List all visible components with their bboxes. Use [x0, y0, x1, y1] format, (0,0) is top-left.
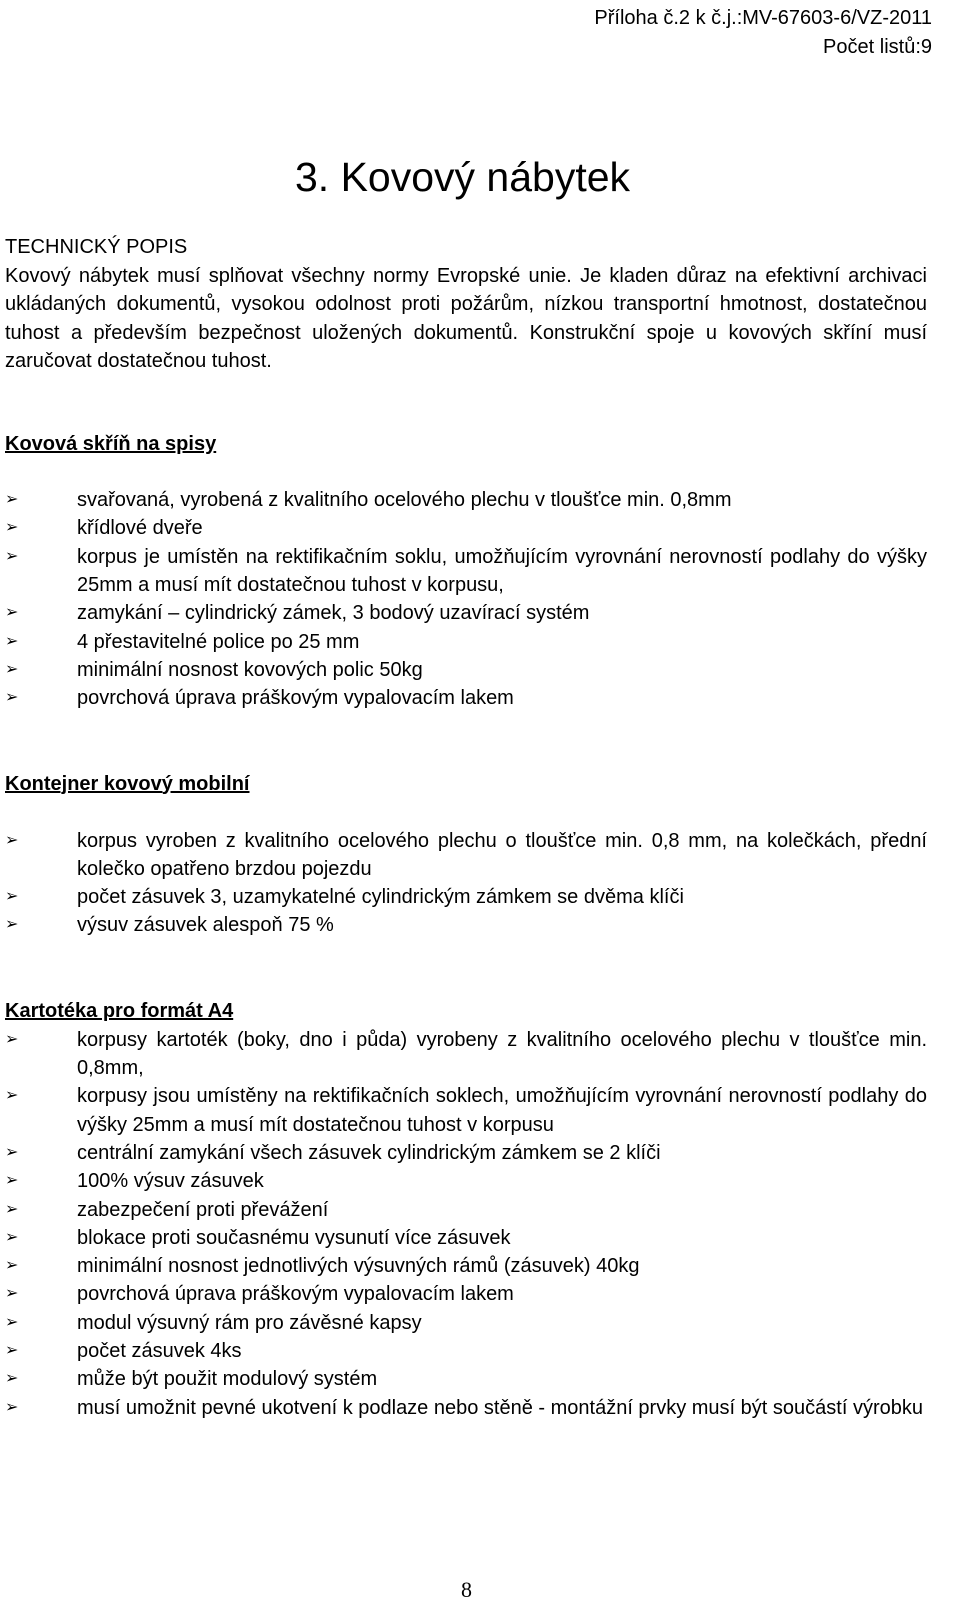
list-item: [5, 1224, 927, 1252]
technical-description-heading: TECHNICKÝ POPIS: [5, 236, 188, 258]
list-item-text: výsuv zásuvek alespoň 75 %: [77, 914, 334, 937]
list-item-text: počet zásuvek 4ks: [77, 1340, 242, 1363]
section-heading: Kartotéka pro formát A4: [5, 999, 234, 1022]
bullet-list: [5, 827, 927, 940]
arrowhead-bullet-icon: ➢: [5, 1200, 19, 1218]
list-item: [5, 1167, 927, 1195]
arrowhead-bullet-icon: ➢: [5, 1398, 19, 1416]
list-item-text: minimální nosnost jednotlivých výsuvných rámů (zásuvek) 40kg: [77, 1255, 640, 1278]
list-item: [5, 827, 927, 884]
arrowhead-bullet-icon: ➢: [5, 888, 19, 906]
arrowhead-bullet-icon: ➢: [5, 1313, 19, 1331]
list-item: [5, 486, 927, 514]
arrowhead-bullet-icon: ➢: [5, 831, 19, 849]
list-item-text: blokace proti současnému vysunutí více zásuvek: [77, 1226, 511, 1249]
list-item-text: korpusy jsou umístěny na rektifikačních soklech, umožňujícím vyrovnání nerovností podlahy do výšky 25mm a musí mít dostatečnou tuhost v korpusu: [77, 1085, 927, 1136]
arrowhead-bullet-icon: ➢: [5, 916, 19, 934]
list-item-text: povrchová úprava práškovým vypalovacím lakem: [77, 1283, 514, 1306]
arrowhead-bullet-icon: ➢: [5, 1228, 19, 1246]
document-body: [5, 232, 927, 1422]
arrowhead-bullet-icon: ➢: [5, 1285, 19, 1303]
document-title: 3. Kovový nábytek: [295, 154, 631, 200]
list-item-text: minimální nosnost kovových polic 50kg: [77, 658, 423, 681]
arrowhead-bullet-icon: ➢: [5, 1172, 19, 1190]
arrowhead-bullet-icon: ➢: [5, 491, 19, 509]
list-item-text: počet zásuvek 3, uzamykatelné cylindrickým zámkem se dvěma klíči: [77, 886, 684, 909]
page-header: [594, 4, 932, 62]
list-item-text: svařovaná, vyrobená z kvalitního ocelového plechu v tloušťce min. 0,8mm: [77, 489, 732, 512]
list-item: [5, 656, 927, 684]
list-item: [5, 1252, 927, 1280]
arrowhead-bullet-icon: ➢: [5, 547, 19, 565]
list-item: [5, 1309, 927, 1337]
list-item: [5, 1337, 927, 1365]
list-item: [5, 1394, 927, 1422]
list-item: [5, 543, 927, 600]
arrowhead-bullet-icon: ➢: [5, 1257, 19, 1275]
list-item: [5, 1026, 927, 1083]
list-item: [5, 1139, 927, 1167]
list-item-text: korpus je umístěn na rektifikačním soklu, umožňujícím vyrovnání nerovností podlahy do výšky 25mm a musí mít dostatečnou tuhost v korpusu,: [77, 545, 927, 597]
list-item-text: korpusy kartoték (boky, dno i půda) vyrobeny z kvalitního ocelového plechu v tloušťce min. 0,8mm,: [77, 1028, 927, 1080]
list-item-text: zabezpečení proti převážení: [77, 1198, 329, 1221]
list-item: [5, 883, 927, 911]
arrowhead-bullet-icon: ➢: [5, 519, 19, 537]
reference-number: Příloha č.2 k č.j.:MV-67603-6/VZ-2011: [594, 7, 932, 29]
page-number: 8: [461, 1577, 472, 1602]
page-count: Počet listů:9: [823, 36, 932, 58]
section-metal-cabinet: [5, 429, 927, 712]
list-item: [5, 911, 927, 939]
arrowhead-bullet-icon: ➢: [5, 1030, 19, 1048]
section-card-file-a4: [5, 996, 927, 1422]
bullet-list: [5, 1026, 927, 1422]
intro-paragraph: Kovový nábytek musí splňovat všechny normy Evropské unie. Je kladen důraz na efektivní archivaci ukládaných dokumentů, vysokou odolnost proti požárům, nízkou transportní hmotnost, dostatečnou tuhost a především bezpečnost uložených dokumentů. Konstrukční spoje u kovových skříní musí zaručovat dostatečnou tuhost.: [5, 265, 927, 372]
list-item: [5, 684, 927, 712]
list-item-text: zamykání – cylindrický zámek, 3 bodový uzavírací systém: [77, 602, 590, 625]
list-item-text: může být použit modulový systém: [77, 1368, 378, 1391]
list-item-text: 100% výsuv zásuvek: [77, 1170, 264, 1193]
list-item: [5, 514, 927, 542]
list-item-text: musí umožnit pevné ukotvení k podlaze nebo stěně - montážní prvky musí být součástí výrobku: [77, 1396, 923, 1419]
list-item: [5, 1196, 927, 1224]
arrowhead-bullet-icon: ➢: [5, 604, 19, 622]
list-item-text: korpus vyroben z kvalitního ocelového plechu o tloušťce min. 0,8 mm, na kolečkách, přední kolečko opatřeno brzdou pojezdu: [77, 829, 927, 880]
arrowhead-bullet-icon: ➢: [5, 1342, 19, 1360]
list-item-text: centrální zamykání všech zásuvek cylindrickým zámkem se 2 klíči: [77, 1141, 661, 1164]
arrowhead-bullet-icon: ➢: [5, 1087, 19, 1105]
arrowhead-bullet-icon: ➢: [5, 660, 19, 678]
arrowhead-bullet-icon: ➢: [5, 689, 19, 707]
list-item-text: modul výsuvný rám pro závěsné kapsy: [77, 1311, 422, 1334]
list-item-text: povrchová úprava práškovým vypalovacím lakem: [77, 687, 514, 710]
arrowhead-bullet-icon: ➢: [5, 1143, 19, 1161]
arrowhead-bullet-icon: ➢: [5, 632, 19, 650]
list-item-text: 4 přestavitelné police po 25 mm: [77, 630, 360, 653]
list-item: [5, 1365, 927, 1393]
list-item: [5, 1082, 927, 1139]
bullet-list: [5, 486, 927, 712]
list-item: [5, 1280, 927, 1308]
section-heading: Kontejner kovový mobilní: [5, 772, 250, 795]
list-item-text: křídlové dveře: [77, 517, 203, 540]
section-heading: Kovová skříň na spisy: [5, 433, 217, 456]
arrowhead-bullet-icon: ➢: [5, 1370, 19, 1388]
list-item: [5, 628, 927, 656]
list-item: [5, 599, 927, 627]
section-mobile-container: [5, 769, 927, 940]
